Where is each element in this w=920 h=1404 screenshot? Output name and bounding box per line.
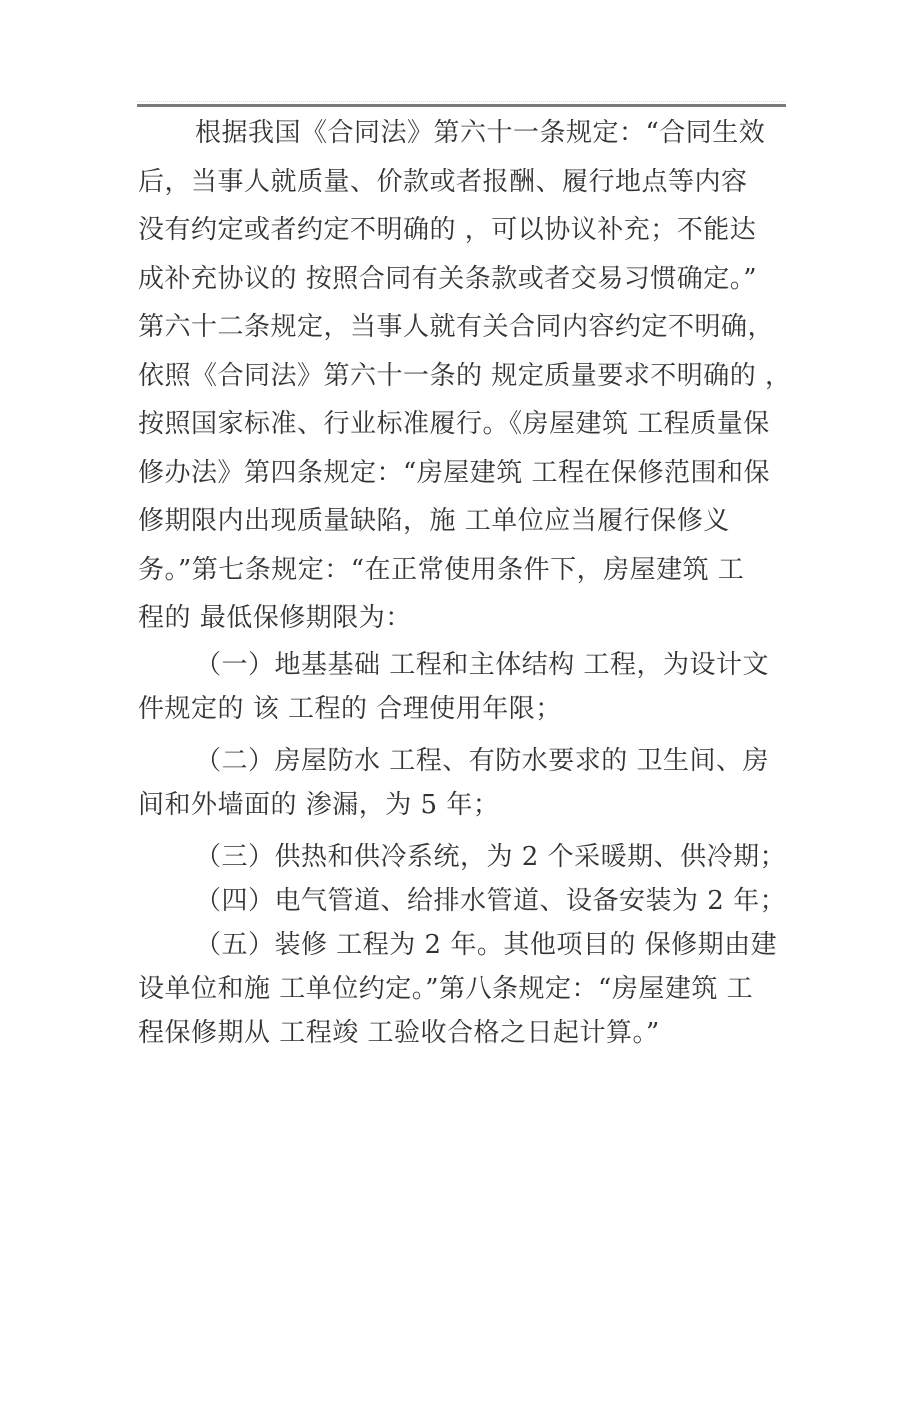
list-item-line: （二）房屋防水 工程、有防水要求的 卫生间、房 [195, 745, 770, 776]
text-line: 第六十二条规定，当事人就有关合同内容约定不明确， [138, 312, 775, 342]
text-line: 依照《合同法》第六十一条的 规定质量要求不明确的 ， [138, 360, 792, 391]
text-line: 按照国家标准、行业标准履行。《房屋建筑 工程质量保 [138, 409, 770, 439]
list-item-line: 件规定的 该 工程的 合理使用年限； [138, 693, 562, 724]
text-line: 后，当事人就质量、价款或者报酬、履行地点等内容 [138, 166, 748, 197]
list-item-line: （三）供热和供冷系统，为 2 个采暖期、供冷期； [195, 841, 787, 872]
list-item-line: （五）装修 工程为 2 年。其他项目的 保修期由建 [195, 929, 778, 960]
list-item-line: 程保修期从 工程竣 工验收合格之日起计算。” [138, 1017, 660, 1048]
text-line: 根据我国《合同法》第六十一条规定：“合同生效 [195, 118, 766, 148]
list-item-line: （一）地基基础 工程和主体结构 工程，为设计文 [195, 649, 770, 680]
header-divider-line [137, 101, 786, 107]
document-body [138, 109, 838, 1055]
list-item-line: 间和外墙面的 渗漏，为 5 年； [138, 789, 500, 820]
list-item-line: 设单位和施 工单位约定。”第八条规定：“房屋建筑 工 [138, 973, 754, 1004]
text-line: 程的 最低保修期限为： [138, 603, 412, 633]
text-line: 没有约定或者约定不明确的 ，可以协议补充；不能达 [138, 215, 757, 245]
text-line: 修办法》第四条规定：“房屋建筑 工程在保修范围和保 [138, 457, 771, 488]
text-line: 务。”第七条规定：“在正常使用条件下，房屋建筑 工 [138, 554, 745, 585]
document-page [0, 101, 920, 1404]
list-item-line: （四）电气管道、给排水管道、设备安装为 2 年； [195, 885, 787, 916]
text-line: 修期限内出现质量缺陷，施 工单位应当履行保修义 [138, 506, 730, 536]
text-line: 成补充协议的 按照合同有关条款或者交易习惯确定。” [138, 263, 758, 294]
